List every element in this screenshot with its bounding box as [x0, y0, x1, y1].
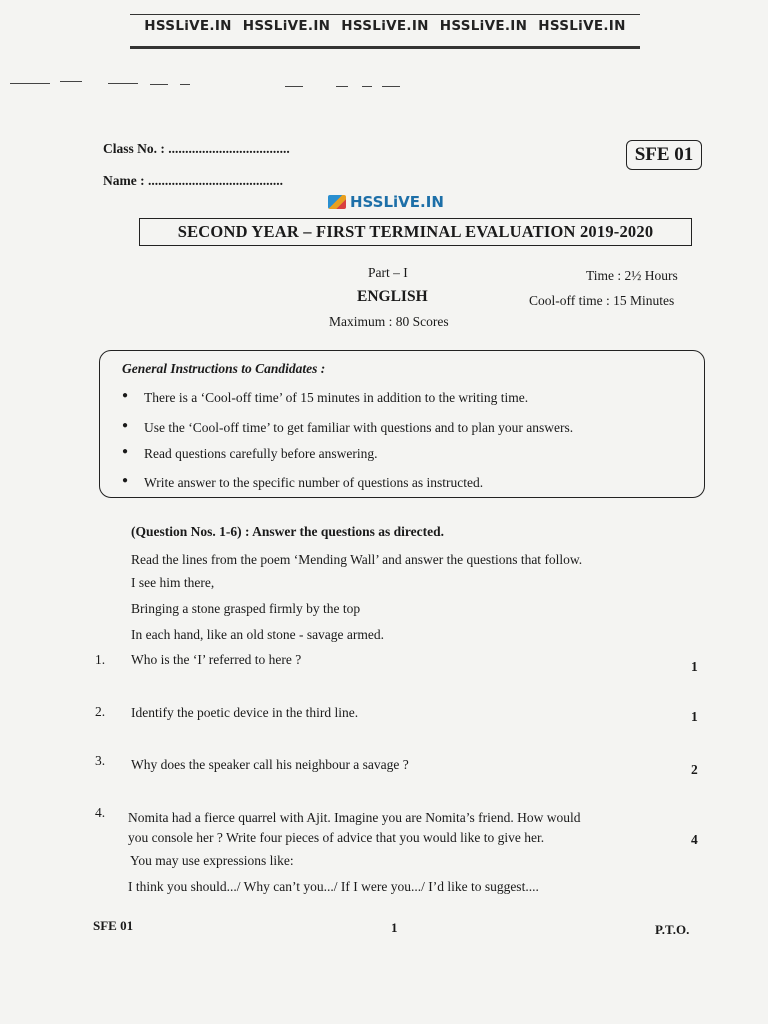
question-text: Identify the poetic device in the third line.	[131, 705, 359, 720]
subject-label: ENGLISH	[357, 288, 428, 305]
question-number: 2.	[95, 704, 106, 719]
question-number: 4.	[95, 805, 106, 820]
poem-line: I see him there,	[131, 575, 215, 590]
section-heading: (Question Nos. 1-6) : Answer the questions as directed.	[131, 524, 445, 539]
question-number: 3.	[95, 753, 106, 768]
paper-code-badge: SFE 01	[626, 140, 702, 170]
question-score: 1	[691, 709, 698, 724]
instructions-title: General Instructions to Candidates :	[122, 361, 326, 376]
question-text: Nomita had a fierce quarrel with Ajit. Imagine you are Nomita’s friend. How would	[128, 810, 581, 825]
poem-line: Bringing a stone grasped firmly by the top	[131, 601, 361, 616]
part-label: Part – I	[368, 265, 408, 280]
pto-label: P.T.O.	[655, 922, 690, 937]
cool-off-label: Cool-off time : 15 Minutes	[529, 293, 675, 308]
poem-line: In each hand, like an old stone - savage armed.	[131, 627, 385, 642]
name-field: Name : ........................................	[103, 173, 283, 188]
question-text: you console her ? Write four pieces of advice that you would like to give her.	[128, 830, 545, 845]
instruction-item: ● There is a ‘Cool-off time’ of 15 minutes in addition to the writing time.	[144, 390, 528, 406]
footer-code: SFE 01	[93, 918, 134, 933]
question-hint: You may use expressions like:	[130, 853, 294, 868]
instruction-item: ● Read questions carefully before answering.	[144, 446, 378, 462]
question-score: 1	[691, 659, 698, 674]
question-score: 4	[691, 832, 698, 847]
question-text: Why does the speaker call his neighbour a savage ?	[131, 757, 409, 772]
instruction-item: ● Write answer to the specific number of questions as instructed.	[144, 475, 483, 491]
logo-icon	[328, 195, 346, 209]
question-hint: I think you should.../ Why can’t you.../ If I were you.../ I’d like to suggest....	[128, 879, 539, 894]
question-text: Who is the ‘I’ referred to here ?	[131, 652, 302, 667]
exam-title: SECOND YEAR – FIRST TERMINAL EVALUATION 2019-2020	[139, 218, 692, 246]
instructions-box	[99, 350, 705, 498]
hsslive-logo	[328, 193, 444, 211]
instruction-item: ● Use the ‘Cool-off time’ to get familiar with questions and to plan your answers.	[144, 420, 573, 436]
header-watermark-bar	[130, 12, 640, 54]
question-score: 2	[691, 762, 698, 777]
question-number: 1.	[95, 652, 106, 667]
page-number: 1	[391, 920, 398, 935]
max-score-label: Maximum : 80 Scores	[329, 314, 449, 329]
header-watermark-text: HSSLiVE.IN HSSLiVE.IN HSSLiVE.IN HSSLiVE.IN HSSLiVE.IN	[144, 18, 626, 34]
poem-intro: Read the lines from the poem ‘Mending Wall’ and answer the questions that follow.	[131, 552, 583, 567]
class-no-field: Class No. : ....................................	[103, 141, 290, 156]
logo-text: HSSLiVE.IN	[350, 193, 444, 211]
time-label: Time : 2½ Hours	[586, 268, 678, 283]
